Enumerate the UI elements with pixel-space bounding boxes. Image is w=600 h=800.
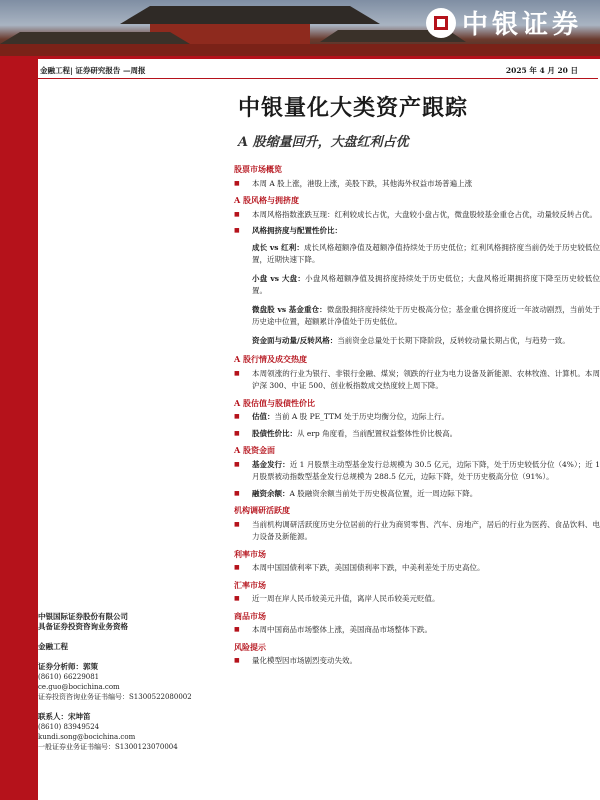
section-heading: A 股资金面 <box>234 445 275 455</box>
contact-cert: 一般证券业务证书编号：S1300123070004 <box>38 743 178 751</box>
meta-divider <box>38 78 598 79</box>
bullet-text: 从 erp 角度看，当前配置权益整体性价比极高。 <box>297 428 458 438</box>
bullet-item <box>234 411 600 424</box>
bullet-item: ■ 本周领涨的行业为银行、非银行金融、煤炭；领跌的行业为电力设备及新能源、农林牧渔、计算机。本周沪深 300、中证 500、创业板指数成交热度较上周下降。 <box>234 368 600 393</box>
report-title: 中银量化大类资产跟踪 <box>238 95 469 121</box>
report-body <box>234 159 600 672</box>
bullet-item <box>234 225 600 238</box>
contact-name: 联系人：宋坤笛 <box>38 712 91 721</box>
company-name: 中银国际证券股份有限公司 <box>38 612 128 621</box>
bullet-item: ■ 本周中国商品市场整体上涨，美国商品市场整体下跌。 <box>234 624 600 637</box>
section-heading: A 股估值与股债性价比 <box>234 397 315 408</box>
analyst-cert: 证券投资咨询业务证书编号：S1300522080002 <box>38 693 192 701</box>
bullet-text: A 股融资余额当前处于历史极高位置，近一周边际下降。 <box>289 488 478 498</box>
qualification: 具备证券投资咨询业务资格 <box>38 622 128 631</box>
bullet-text: 当前 A 股 PE_TTM 处于历史均衡分位，边际上行。 <box>274 412 450 421</box>
sub-key: 小盘 vs 大盘： <box>252 273 306 283</box>
company-logo <box>426 4 582 41</box>
bullet-text: 近 1 月股票主动型基金发行总规模为 30.5 亿元，边际下降，处于历史较低分位（4%）；近 1 月股票被动指数型基金发行总规模为 288.5 亿元，边际下降，处于历史极高分位（91%）。 <box>252 459 600 481</box>
bullet-item: ■ 量化模型因市场剧烈变动失效。 <box>234 655 600 668</box>
contact-phone: (8610) 83949524 <box>38 723 100 731</box>
bullet-key: 股债性价比： <box>252 428 297 438</box>
section-heading: 商品市场 <box>234 610 266 621</box>
bullet-item <box>234 459 600 484</box>
analyst-phone: (8610) 66229081 <box>38 673 100 681</box>
palace-roof-left <box>0 32 190 44</box>
sidebar-info <box>38 612 218 752</box>
sub-key: 成长 vs 红利： <box>252 242 304 252</box>
bullet-item: ■ 当前机构调研活跃度历史分位居前的行业为商贸零售、汽车、房地产，居后的行业为医药、食品饮料、电力设备及新能源。 <box>234 519 600 544</box>
sub-key: 资金面与动量/反转风格： <box>252 335 338 345</box>
report-page <box>38 59 600 800</box>
section-heading: 风险提示 <box>234 641 266 652</box>
analyst-name: 证券分析师：郭策 <box>38 662 98 671</box>
header-banner <box>0 0 600 56</box>
analyst-email[interactable]: ce.guo@bocichina.com <box>38 683 120 691</box>
contact-email[interactable]: kundi.song@bocichina.com <box>38 733 136 741</box>
section-heading: 股票市场概览 <box>234 164 282 174</box>
report-date: 2025 年 4 月 20 日 <box>505 66 578 75</box>
bullet-heading: 风格拥挤度与配置性价比： <box>252 226 342 235</box>
bullet-item: ■ 本周中国国债利率下跌，美国国债利率下跌，中美利差处于历史高位。 <box>234 562 600 575</box>
sub-key: 微盘股 vs 基金重仓： <box>252 304 327 314</box>
bullet-item <box>234 488 600 501</box>
bullet-key: 融资余额： <box>252 488 290 498</box>
sub-text: 当前资金总量处于长期下降阶段，反转较动量长期占优，与趋势一致。 <box>337 335 570 345</box>
sub-item <box>234 242 600 267</box>
report-category: 金融工程| 证券研究报告 —周报 <box>40 66 146 75</box>
bullet-key: 估值： <box>252 412 275 421</box>
report-meta-bar <box>38 63 578 77</box>
sub-item <box>234 335 600 348</box>
boc-logo-icon <box>426 8 456 38</box>
logo-text: 中银证券 <box>461 10 582 40</box>
bullet-item: ■ 本周 A 股上涨，港股上涨，美股下跌，其他海外权益市场普遍上涨 <box>234 178 600 191</box>
section-heading: 汇率市场 <box>234 579 266 590</box>
sub-text: 微盘股拥挤度持续处于历史极高分位；基金重仓拥挤度近一年波动剧烈，当前处于历史途中位置，超额累计净值处于历史低位。 <box>252 304 600 326</box>
section-heading: 利率市场 <box>234 548 266 559</box>
sub-text: 成长风格超额净值及超额净值持续处于历史低位；红利风格拥挤度当前仍处于历史较低位置，近期快速下降。 <box>252 242 600 264</box>
section-heading: A 股行情及成交热度 <box>234 354 307 364</box>
palace-wall <box>0 44 600 56</box>
sub-item <box>234 273 600 298</box>
bullet-key: 基金发行： <box>252 459 290 469</box>
sub-item <box>234 304 600 329</box>
sub-text: 小盘风格超额净值及拥挤度持续处于历史低位；大盘风格近期拥挤度下降至历史较低位置。 <box>252 273 600 295</box>
department: 金融工程 <box>38 642 68 651</box>
left-red-bar <box>0 59 38 800</box>
bullet-item: ■ 本周风格指数涨跌互现：红利较成长占优，大盘较小盘占优，微盘股较基金重仓占优，动量较反转占优。 <box>234 209 600 222</box>
section-heading: 机构调研活跃度 <box>234 505 290 515</box>
section-heading: A 股风格与拥挤度 <box>234 195 299 205</box>
report-subtitle: A 股缩量回升，大盘红利占优 <box>238 135 409 150</box>
palace-roof <box>120 6 380 24</box>
bullet-item <box>234 428 600 441</box>
bullet-item: ■ 近一周在岸人民币较美元升值，离岸人民币较美元贬值。 <box>234 593 600 606</box>
